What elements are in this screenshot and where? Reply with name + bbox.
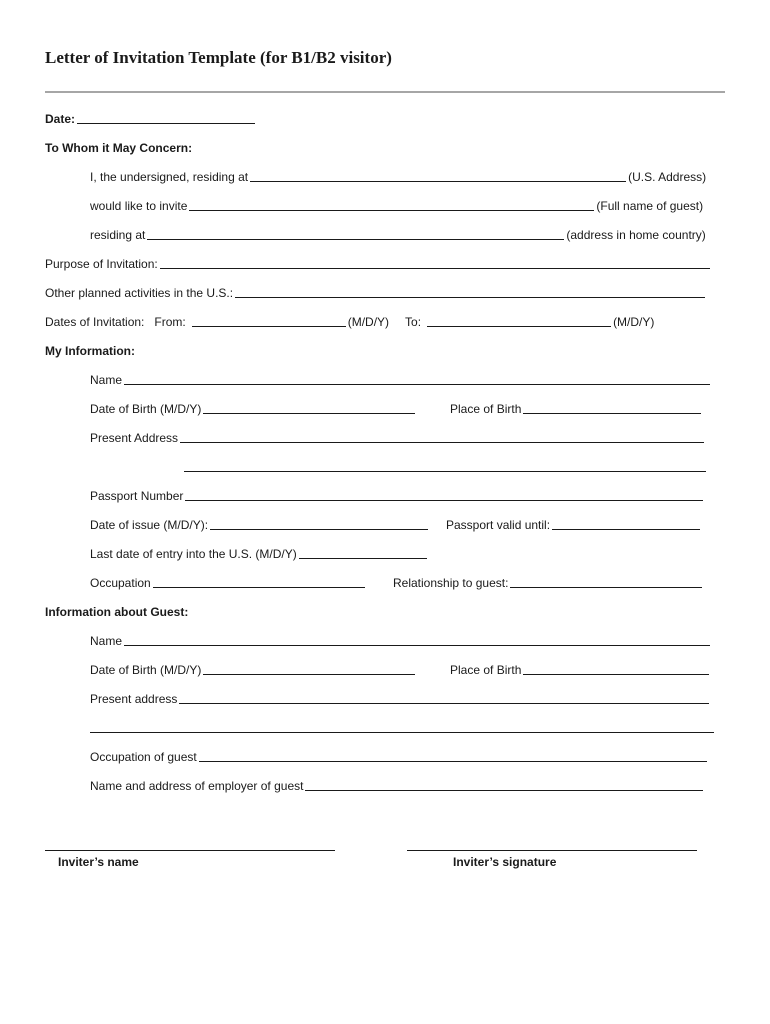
date-field[interactable]	[77, 123, 255, 124]
guest-address-row-2	[90, 717, 716, 735]
my-address-row	[90, 427, 706, 445]
my-valid-row	[446, 514, 702, 532]
inviter-name-field[interactable]	[45, 850, 335, 851]
guest-dob-row	[90, 659, 417, 677]
other-activities-label: Other planned activities in the U.S.:	[45, 286, 234, 300]
guest-pob-field[interactable]	[523, 674, 709, 675]
my-valid-field[interactable]	[552, 529, 700, 530]
my-pob-row	[450, 398, 703, 416]
dates-to-label: To:	[405, 315, 422, 329]
guest-dob-field[interactable]	[203, 674, 415, 675]
inviter-name-label: Inviter’s name	[58, 855, 139, 869]
my-valid-label: Passport valid until:	[446, 518, 551, 532]
from-date-field[interactable]	[192, 326, 346, 327]
guest-address-row	[90, 688, 711, 706]
invite-label: would like to invite	[90, 199, 188, 213]
my-pob-field[interactable]	[523, 413, 701, 414]
purpose-label: Purpose of Invitation:	[45, 257, 158, 271]
guest-dob-label: Date of Birth (M/D/Y)	[90, 663, 202, 677]
to-date-field[interactable]	[427, 326, 611, 327]
my-pob-label: Place of Birth	[450, 402, 522, 416]
date-row	[45, 108, 257, 126]
to-date-unit: (M/D/Y)	[613, 315, 655, 329]
home-address-hint: (address in home country)	[566, 228, 706, 242]
my-address-field-2[interactable]	[184, 471, 706, 472]
salutation	[45, 137, 192, 155]
guest-pob-row	[450, 659, 711, 677]
other-activities-field[interactable]	[235, 297, 705, 298]
my-dob-row	[90, 398, 417, 416]
guest-employer-row	[90, 775, 705, 793]
us-address-hint: (U.S. Address)	[628, 170, 707, 184]
my-dob-field[interactable]	[203, 413, 415, 414]
my-passport-field[interactable]	[185, 500, 703, 501]
guest-name-field[interactable]	[124, 645, 710, 646]
residing-row	[90, 224, 706, 242]
my-address-label: Present Address	[90, 431, 179, 445]
guest-information-heading	[45, 601, 188, 619]
my-information-heading	[45, 340, 135, 358]
guest-fullname-field[interactable]	[189, 210, 594, 211]
guest-address-label: Present address	[90, 692, 178, 706]
undersigned-label: I, the undersigned, residing at	[90, 170, 249, 184]
my-issue-row	[90, 514, 430, 532]
guest-name-label: Name	[90, 634, 123, 648]
my-address-row-2	[182, 456, 708, 474]
guest-occupation-field[interactable]	[199, 761, 707, 762]
my-last-entry-label: Last date of entry into the U.S. (M/D/Y)	[90, 547, 297, 561]
my-name-label: Name	[90, 373, 123, 387]
other-activities-row	[45, 282, 707, 300]
undersigned-row	[90, 166, 706, 184]
my-name-row	[90, 369, 712, 387]
date-label: Date:	[45, 112, 76, 126]
guest-address-field-2[interactable]	[90, 732, 714, 733]
dates-row	[45, 311, 654, 329]
guest-employer-field[interactable]	[305, 790, 703, 791]
salutation-text: To Whom it May Concern:	[45, 141, 193, 155]
my-occupation-field[interactable]	[153, 587, 365, 588]
my-relationship-row	[393, 572, 704, 590]
my-issue-field[interactable]	[210, 529, 428, 530]
title-divider	[45, 91, 725, 93]
guest-information-heading-text: Information about Guest:	[45, 605, 189, 619]
dates-from-label: Dates of Invitation: From:	[45, 315, 186, 329]
guest-employer-label: Name and address of employer of guest	[90, 779, 304, 793]
my-dob-label: Date of Birth (M/D/Y)	[90, 402, 202, 416]
from-date-unit: (M/D/Y)	[347, 315, 390, 329]
my-occupation-label: Occupation	[90, 576, 151, 590]
my-relationship-label: Relationship to guest:	[393, 576, 509, 590]
my-last-entry-row	[90, 543, 429, 561]
page-title: Letter of Invitation Template (for B1/B2 visitor)	[45, 48, 392, 67]
my-last-entry-field[interactable]	[299, 558, 427, 559]
residing-label: residing at	[90, 228, 146, 242]
my-name-field[interactable]	[124, 384, 710, 385]
purpose-row	[45, 253, 712, 271]
my-passport-row	[90, 485, 705, 503]
my-address-field[interactable]	[180, 442, 704, 443]
my-information-heading-text: My Information:	[45, 344, 135, 358]
inviter-signature-field[interactable]	[407, 850, 697, 851]
my-issue-label: Date of issue (M/D/Y):	[90, 518, 209, 532]
guest-fullname-hint: (Full name of guest)	[596, 199, 704, 213]
my-relationship-field[interactable]	[510, 587, 702, 588]
guest-pob-label: Place of Birth	[450, 663, 522, 677]
guest-occupation-label: Occupation of guest	[90, 750, 197, 764]
guest-name-row	[90, 630, 712, 648]
my-passport-label: Passport Number	[90, 489, 184, 503]
us-address-field[interactable]	[250, 181, 626, 182]
guest-address-field[interactable]	[179, 703, 709, 704]
invite-row	[90, 195, 703, 213]
inviter-signature-label: Inviter’s signature	[453, 855, 557, 869]
my-occupation-row	[90, 572, 367, 590]
guest-occupation-row	[90, 746, 709, 764]
purpose-field[interactable]	[160, 268, 710, 269]
home-address-field[interactable]	[147, 239, 564, 240]
